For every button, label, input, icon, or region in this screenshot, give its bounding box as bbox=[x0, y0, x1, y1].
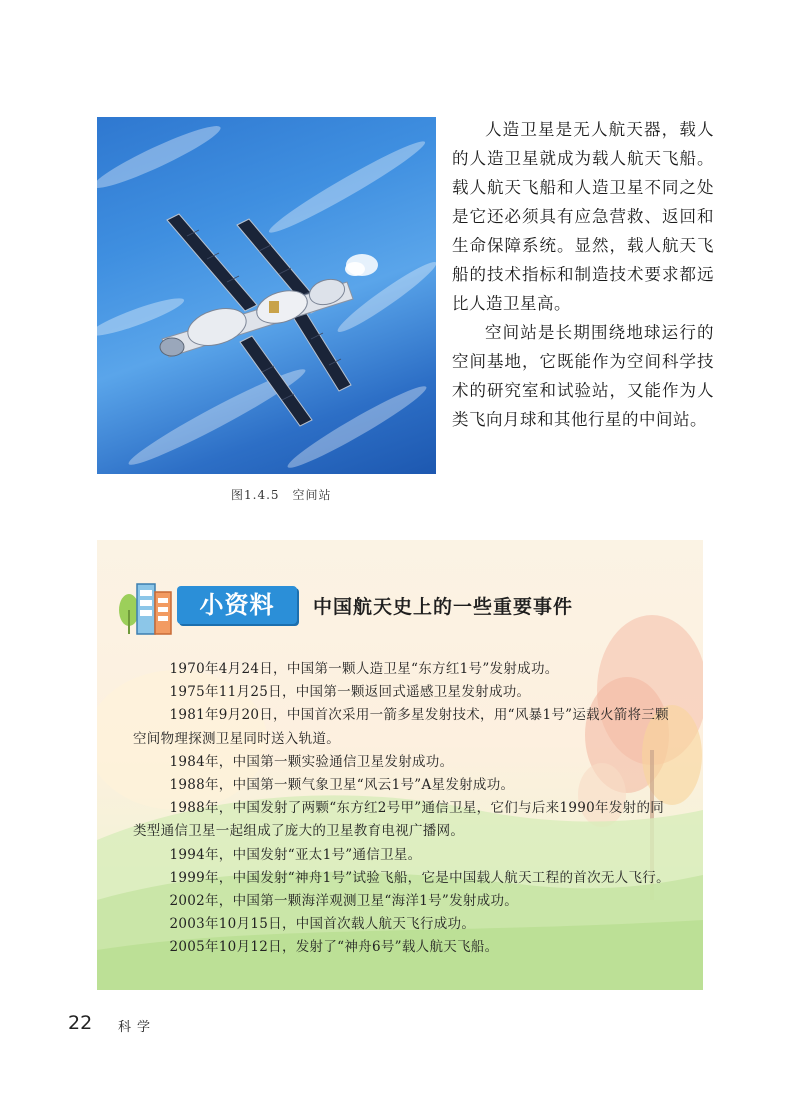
body-text bbox=[452, 115, 714, 434]
page-number: 22 bbox=[68, 1012, 93, 1034]
event-item: 1999年，中国发射“神舟1号”试验飞船，它是中国载人航天工程的首次无人飞行。 bbox=[169, 869, 670, 886]
space-station-photo bbox=[97, 117, 436, 474]
info-box bbox=[97, 540, 703, 990]
event-item: 2003年10月15日，中国首次载人航天飞行成功。 bbox=[169, 916, 476, 933]
event-item: 1988年，中国第一颗气象卫星“风云1号”A星发射成功。 bbox=[169, 777, 515, 794]
figure-caption: 图1.4.5 空间站 bbox=[231, 488, 332, 502]
info-title: 中国航天史上的一些重要事件 bbox=[313, 596, 574, 618]
info-badge: 小资料 bbox=[177, 586, 297, 624]
running-head: 科学 bbox=[118, 1020, 157, 1035]
event-item: 1988年，中国发射了两颗“东方红2号甲”通信卫星，它们与后来1990年发射的同类型通信卫星一起组成了庞大的卫星教育电视广播网。 bbox=[133, 800, 665, 840]
event-item: 1981年9月20日，中国首次采用一箭多星发射技术，用“风暴1号”运载火箭将三颗空间物理探测卫星同时送入轨道。 bbox=[133, 707, 669, 747]
event-item: 2005年10月12日，发射了“神舟6号”载人航天飞船。 bbox=[169, 939, 499, 956]
event-item: 1970年4月24日，中国第一颗人造卫星“东方红1号”发射成功。 bbox=[169, 661, 559, 677]
event-item: 1984年，中国第一颗实验通信卫星发射成功。 bbox=[169, 753, 454, 770]
event-list bbox=[133, 658, 673, 960]
space-station-illustration bbox=[97, 117, 436, 474]
info-header bbox=[115, 570, 675, 640]
event-item: 2002年，中国第一颗海洋观测卫星“海洋1号”发射成功。 bbox=[169, 893, 519, 910]
paragraph-space-station: 空间站是长期围绕地球运行的空间基地，它既能作为空间科学技术的研究室和试验站，又能作为人类飞向月球和其他行星的中间站。 bbox=[452, 323, 714, 429]
event-item: 1994年，中国发射“亚太1号”通信卫星。 bbox=[169, 846, 422, 863]
books-icon bbox=[115, 570, 185, 640]
event-item: 1975年11月25日，中国第一颗返回式遥感卫星发射成功。 bbox=[169, 684, 531, 701]
paragraph-spacecraft: 人造卫星是无人航天器，载人的人造卫星就成为载人航天飞船。载人航天飞船和人造卫星不同之处是它还必须具有应急营救、返回和生命保障系统。显然，载人航天飞船的技术指标和制造技术要求都远比人造卫星高。 bbox=[452, 120, 714, 313]
